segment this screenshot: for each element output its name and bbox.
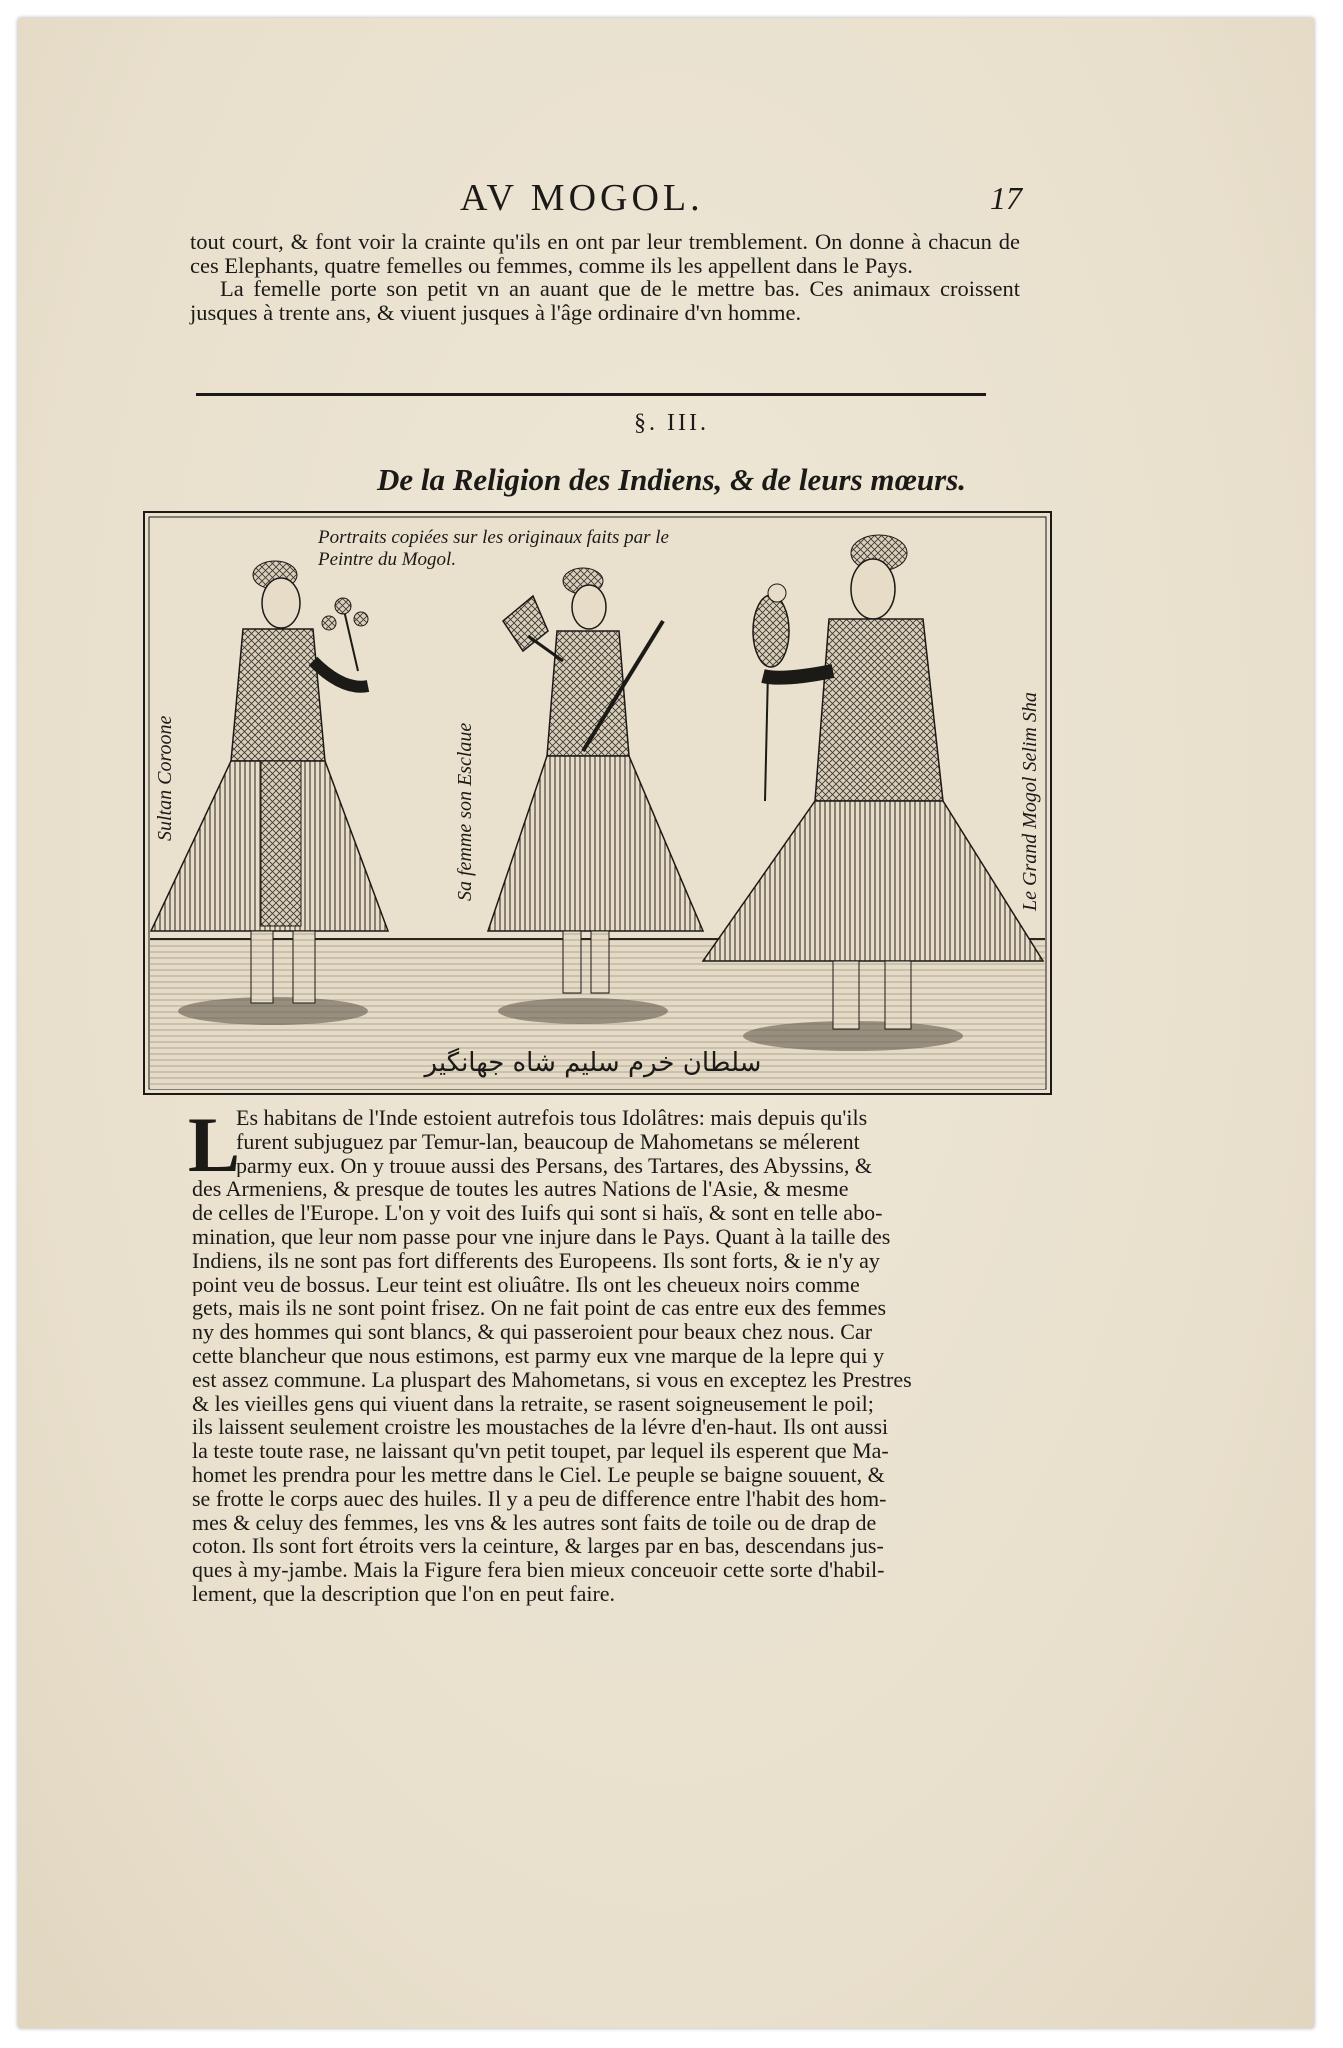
- body-line: Indiens, ils ne sont pas fort differents des Europeens. Ils sont forts, & ie n'y ay: [192, 1248, 880, 1273]
- body-line: homet les prendra pour les mettre dans le Ciel. Le peuple se baigne souuent, &: [192, 1462, 885, 1487]
- engraving-plate: [143, 511, 1052, 1095]
- body-line: ny des hommes qui sont blancs, & qui passeroient pour beaux chez nous. Car: [192, 1320, 873, 1344]
- label-grand-mogol: Le Grand Mogol Selim Sha: [1019, 692, 1041, 911]
- body-line: ques à my-jambe. Mais la Figure fera bien mieux conceuoir cette sorte d'habil-: [192, 1558, 885, 1582]
- plate-caption-line2: Peintre du Mogol.: [318, 549, 457, 570]
- label-sultan: Sultan Coroone: [154, 715, 176, 841]
- body-line: la teste toute rase, ne laissant qu'vn petit toupet, par lequel ils esperent que Ma-: [192, 1439, 889, 1463]
- body-line: Es habitans de l'Inde estoient autrefois tous Idolâtres: mais depuis qu'ils: [236, 1106, 868, 1130]
- body-line: se frotte le corps auec des huiles. Il y a peu de difference entre l'habit des hom-: [192, 1486, 887, 1511]
- body-line: mes & celuy des femmes, les vns & les autres sont faits de toile ou de drap de: [192, 1510, 877, 1535]
- running-title: AV MOGOL.: [460, 177, 704, 219]
- body-line: de celles de l'Europe. L'on y voit des Iuifs qui sont si haïs, & sont en telle abo-: [192, 1201, 883, 1225]
- label-wife: Sa femme son Esclaue: [454, 722, 476, 901]
- plate-caption-line1: Portraits copiées sur les originaux faits par le: [318, 527, 669, 548]
- body-line: des Armeniens, & presque de toutes les autres Nations de l'Asie, & mesme: [192, 1177, 849, 1202]
- section-rule: [196, 393, 986, 396]
- top-paragraph-2: La femelle porte son petit vn an auant que de le mettre bas. Ces animaux croissent jusques à trente ans, & viuent jusques à l'âge ordinaire d'vn homme.: [190, 276, 1020, 325]
- body-text-block: [188, 1101, 1020, 1606]
- body-line: gets, mais ils ne sont point frisez. On ne fait point de cas entre eux des femmes: [192, 1296, 887, 1321]
- body-line: cette blancheur que nous estimons, est parmy eux vne marque de la lepre qui y: [192, 1343, 885, 1368]
- body-line: furent subjuguez par Temur-lan, beaucoup de Mahometans se mélerent: [236, 1129, 860, 1154]
- page-number: 17: [990, 180, 1022, 216]
- body-line: ils laissent seulement croistre les moustaches de la lévre d'en-haut. Ils ont aussi: [192, 1415, 889, 1440]
- top-paragraph-1: tout court, & font voir la crainte qu'ils en ont par leur tremblement. On donne à chacun de ces Elephants, quatre femelles ou femmes, comme ils les appellent dans le Pays.: [190, 229, 1020, 278]
- body-line: est assez commune. La pluspart des Mahometans, si vous en exceptez les Prestres: [192, 1367, 912, 1392]
- drop-cap: L: [188, 1101, 241, 1188]
- section-number: §. III.: [634, 410, 709, 436]
- body-line: coton. Ils sont fort étroits vers la ceinture, & larges par en bas, descendans jus-: [192, 1534, 884, 1559]
- body-line: parmy eux. On y trouue aussi des Persans, des Tartares, des Abyssins, &: [236, 1153, 872, 1178]
- section-title: De la Religion des Indiens, & de leurs mœurs.: [376, 462, 967, 497]
- top-text-block: [190, 230, 1020, 324]
- body-line: & les vieilles gens qui viuent dans la retraite, se rasent soigneusement le poil;: [192, 1391, 874, 1416]
- body-line: point veu de bossus. Leur teint est oliuâtre. Ils ont les cheueux noirs comme: [192, 1272, 860, 1297]
- running-head: [0, 176, 1343, 226]
- body-line: lement, que la description que l'on en peut faire.: [192, 1581, 616, 1606]
- persian-inscription: ﺳﻠﻄﺎﻥ ﺧﺮﻡ ﺳﻠﻴﻢ ﺷﺎﻩ ﺟﻬﺎﻧﮕﻴﺮ: [424, 1048, 762, 1078]
- body-line: mination, que leur nom passe pour vne injure dans le Pays. Quant à la taille des: [192, 1224, 891, 1249]
